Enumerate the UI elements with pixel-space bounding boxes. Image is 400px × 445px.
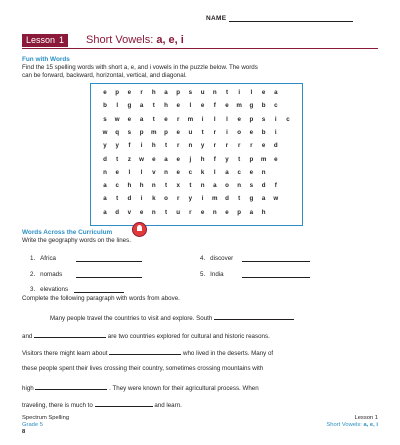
puzzle-letter[interactable]: e (176, 155, 180, 163)
puzzle-letter[interactable]: y (200, 142, 205, 150)
puzzle-letter[interactable]: e (249, 168, 254, 176)
puzzle-letter[interactable]: c (237, 168, 241, 176)
geo-word-4 (200, 254, 310, 262)
story-text: . They were known for their agricultural process. When (109, 385, 259, 392)
puzzle-letter[interactable]: a (164, 155, 168, 163)
puzzle-letter[interactable]: a (274, 89, 278, 96)
story-text: Visitors there might learn about (22, 350, 108, 357)
curriculum-heading: Words Across the Curriculum (22, 229, 113, 236)
puzzle-letter[interactable]: q (115, 128, 120, 136)
story-text: are two countries explored for cultural and historic reasons. (107, 333, 270, 340)
puzzle-letter[interactable]: b (103, 102, 107, 110)
fun-with-words-heading: Fun with Words (22, 56, 70, 63)
geo-word-number: 2. (30, 271, 36, 278)
puzzle-letter[interactable]: s (249, 182, 254, 190)
lesson-title (86, 33, 184, 47)
puzzle-letter[interactable]: j (189, 155, 192, 163)
puzzle-letter[interactable]: h (139, 182, 144, 190)
geo-word: Africa (40, 255, 56, 262)
puzzle-letter[interactable]: l (226, 115, 228, 123)
puzzle-letter[interactable]: m (260, 155, 267, 163)
lesson-title-vowels: a, e, i (156, 34, 184, 46)
story-blank[interactable] (214, 313, 294, 320)
puzzle-letter[interactable]: h (151, 89, 156, 96)
puzzle-letter[interactable]: n (151, 182, 156, 190)
instruction-line-1: Find the 15 spelling words with short a, e, and i vowels in the puzzle below. The words (22, 64, 258, 71)
puzzle-letter[interactable]: l (128, 168, 131, 176)
puzzle-letter[interactable]: e (274, 155, 278, 163)
puzzle-letter[interactable]: i (274, 115, 277, 123)
puzzle-letter[interactable]: r (213, 128, 216, 136)
footer-topic-text: Short Vowels: (326, 422, 362, 428)
story-text: Many people travel the countries to visit and explore. South (50, 315, 213, 322)
puzzle-letter[interactable]: i (201, 115, 204, 123)
puzzle-letter[interactable]: n (164, 168, 168, 176)
lesson-title-text: Short Vowels: (86, 34, 154, 46)
puzzle-letter[interactable]: r (237, 142, 241, 150)
puzzle-letter[interactable]: k (152, 195, 156, 203)
puzzle-letter[interactable]: t (201, 128, 204, 136)
puzzle-letter[interactable]: n (200, 182, 205, 190)
puzzle-letter[interactable]: i (238, 89, 241, 96)
puzzle-letter[interactable]: a (249, 208, 254, 216)
puzzle-letter[interactable]: t (164, 208, 168, 216)
puzzle-letter[interactable]: g (127, 102, 132, 110)
geo-word-answer-line[interactable] (76, 270, 142, 278)
puzzle-letter[interactable]: e (200, 102, 205, 110)
puzzle-letter[interactable]: i (201, 195, 204, 203)
geo-word: nomads (40, 271, 63, 278)
puzzle-letter[interactable]: m (212, 195, 218, 203)
puzzle-letter[interactable]: s (103, 115, 107, 123)
puzzle-letter[interactable]: v (152, 168, 156, 176)
name-blank-line[interactable] (229, 14, 353, 22)
puzzle-letter[interactable]: c (286, 115, 290, 123)
geo-word-1 (30, 254, 142, 262)
puzzle-letter[interactable]: e (225, 208, 229, 216)
puzzle-letter[interactable]: u (188, 128, 193, 136)
page-number: 8 (22, 429, 26, 435)
puzzle-letter[interactable]: m (236, 102, 242, 110)
story-line-3 (22, 348, 273, 358)
puzzle-letter[interactable]: w (102, 128, 108, 136)
story-line-2 (22, 331, 270, 341)
puzzle-letter[interactable]: d (261, 182, 266, 190)
puzzle-letter[interactable]: s (127, 128, 132, 136)
puzzle-letter[interactable]: e (225, 102, 229, 110)
puzzle-letter[interactable]: t (189, 182, 192, 190)
puzzle-letter[interactable]: c (188, 168, 193, 176)
puzzle-letter[interactable]: r (176, 195, 180, 203)
story-blank[interactable] (34, 331, 106, 338)
puzzle-letter[interactable]: u (200, 89, 205, 96)
word-search-puzzle (90, 83, 303, 226)
puzzle-letter[interactable]: y (115, 142, 119, 150)
geo-word-number: 1. (30, 255, 36, 262)
curriculum-instruction: Write the geography words on the lines. (22, 237, 131, 244)
puzzle-letter[interactable]: g (249, 195, 254, 203)
puzzle-letter[interactable]: i (226, 128, 228, 136)
geo-word-answer-line[interactable] (242, 254, 310, 262)
puzzle-letter[interactable]: a (213, 182, 217, 190)
name-field (206, 14, 353, 22)
puzzle-letter[interactable]: p (139, 128, 144, 136)
geo-word-answer-line[interactable] (74, 285, 124, 293)
puzzle-letter[interactable]: n (212, 89, 217, 96)
puzzle-letter[interactable]: t (152, 102, 155, 110)
geo-word-number: 4. (200, 255, 206, 262)
lesson-number: 1 (59, 35, 65, 45)
puzzle-letter[interactable]: r (176, 115, 180, 123)
puzzle-letter[interactable]: p (164, 128, 168, 136)
footer-right (326, 415, 378, 429)
puzzle-letter[interactable]: h (164, 102, 168, 110)
puzzle-letter[interactable]: h (261, 208, 266, 216)
puzzle-letter[interactable]: e (127, 115, 132, 123)
puzzle-letter[interactable]: c (115, 182, 119, 190)
geo-word: discover (210, 255, 234, 262)
puzzle-letter[interactable]: y (225, 155, 229, 163)
puzzle-letter[interactable]: a (225, 168, 229, 176)
story-text: high (22, 385, 34, 392)
puzzle-letter[interactable]: e (152, 155, 156, 163)
puzzle-letter[interactable]: r (189, 208, 192, 216)
puzzle-letter[interactable]: r (250, 142, 253, 150)
puzzle-letter[interactable]: e (139, 208, 144, 216)
geography-icon (132, 222, 147, 237)
puzzle-letter[interactable]: z (127, 155, 131, 163)
puzzle-letter[interactable]: e (127, 89, 132, 96)
story-line-5 (22, 383, 259, 393)
puzzle-letter[interactable]: l (250, 89, 253, 96)
puzzle-letter[interactable]: a (103, 208, 107, 216)
puzzle-letter[interactable]: l (116, 102, 119, 110)
puzzle-letter[interactable]: d (115, 208, 120, 216)
name-label: NAME (206, 15, 227, 22)
puzzle-letter[interactable]: x (176, 182, 180, 190)
puzzle-letter[interactable]: a (261, 195, 266, 203)
puzzle-letter[interactable]: i (140, 195, 143, 203)
fun-with-words-instructions (22, 64, 382, 81)
puzzle-letter[interactable]: w (114, 115, 120, 123)
puzzle-letter[interactable]: t (116, 155, 119, 163)
puzzle-letter[interactable]: a (103, 182, 107, 190)
puzzle-letter[interactable]: o (164, 195, 168, 203)
footer-book-title: Spectrum Spelling (22, 415, 70, 421)
puzzle-letter[interactable]: a (164, 89, 168, 96)
puzzle-letter[interactable]: l (140, 168, 143, 176)
puzzle-letter[interactable]: t (225, 89, 229, 96)
puzzle-letter[interactable]: b (261, 128, 266, 136)
puzzle-letter[interactable]: e (115, 168, 119, 176)
puzzle-letter[interactable]: e (176, 102, 180, 110)
story-text: and learn. (154, 402, 182, 409)
puzzle-letter[interactable]: n (261, 168, 266, 176)
geo-word-5 (200, 270, 310, 278)
puzzle-letter[interactable]: y (188, 195, 193, 203)
geo-word-answer-line[interactable] (242, 270, 310, 278)
story-line-1 (50, 313, 294, 323)
puzzle-letter[interactable]: t (164, 142, 168, 150)
puzzle-letter[interactable]: m (151, 128, 157, 136)
puzzle-letter[interactable]: e (261, 89, 266, 96)
footer-topic (326, 422, 378, 429)
puzzle-letter[interactable]: l (213, 168, 216, 176)
puzzle-letter[interactable]: t (152, 115, 155, 123)
story-text: who lived in the deserts. Many of (183, 350, 274, 357)
puzzle-letter[interactable]: r (140, 89, 143, 96)
puzzle-letter[interactable]: v (127, 208, 132, 216)
puzzle-letter[interactable]: n (212, 208, 217, 216)
puzzle-letter[interactable]: w (273, 195, 279, 203)
puzzle-letter[interactable]: o (225, 182, 229, 190)
puzzle-letter[interactable]: k (200, 168, 205, 176)
puzzle-letter[interactable]: r (176, 142, 180, 150)
geo-word: India (210, 271, 224, 278)
puzzle-letter[interactable]: t (238, 155, 241, 163)
puzzle-letter[interactable]: y (103, 142, 107, 150)
puzzle-letter[interactable]: e (237, 115, 241, 123)
puzzle-letter[interactable]: l (189, 102, 192, 110)
puzzle-letter[interactable]: f (213, 102, 216, 110)
puzzle-letter[interactable]: n (151, 208, 156, 216)
story-blank[interactable] (109, 348, 181, 355)
puzzle-letter[interactable]: t (164, 182, 168, 190)
puzzle-letter[interactable]: g (249, 102, 254, 110)
puzzle-letter[interactable]: n (188, 142, 193, 150)
puzzle-letter[interactable]: r (213, 142, 216, 150)
puzzle-letter[interactable]: i (274, 128, 277, 136)
puzzle-letter[interactable]: e (261, 142, 266, 150)
puzzle-letter[interactable]: h (127, 182, 132, 190)
puzzle-letter[interactable]: p (237, 208, 242, 216)
puzzle-letter[interactable]: e (176, 168, 180, 176)
puzzle-letter[interactable]: i (140, 142, 143, 150)
puzzle-letter[interactable]: n (237, 182, 242, 190)
puzzle-letter[interactable]: a (139, 102, 144, 110)
puzzle-letter[interactable]: f (213, 155, 216, 163)
geo-word-answer-line[interactable] (76, 254, 142, 262)
puzzle-letter[interactable]: t (238, 195, 241, 203)
puzzle-letter[interactable]: p (249, 155, 254, 163)
story-text: and (22, 333, 33, 340)
story-line-6 (22, 400, 182, 410)
footer-left (22, 415, 69, 436)
puzzle-letter[interactable]: u (176, 208, 181, 216)
footer-lesson: Lesson 1 (354, 415, 378, 421)
geo-word-2 (30, 270, 142, 278)
puzzle-letter[interactable]: w (139, 155, 144, 163)
story-line-4: these people spent their lives crossing their country, sometimes crossing mountains with (22, 365, 264, 372)
puzzle-letter[interactable]: a (103, 195, 107, 203)
puzzle-letter[interactable]: p (115, 89, 120, 96)
instruction-line-2: can be forward, backward, horizontal, vertical, and diagonal. (22, 72, 187, 80)
puzzle-letter[interactable]: p (249, 115, 254, 123)
puzzle-letter[interactable]: e (176, 128, 180, 136)
puzzle-letter[interactable]: b (261, 102, 266, 110)
puzzle-letter[interactable]: o (237, 128, 242, 136)
puzzle-letter[interactable]: e (200, 208, 205, 216)
puzzle-letter[interactable]: d (103, 155, 107, 163)
puzzle-letter[interactable]: e (164, 115, 168, 123)
puzzle-letter[interactable]: f (274, 182, 277, 190)
lesson-badge (22, 34, 68, 47)
lesson-label: Lesson (26, 35, 56, 45)
puzzle-letter[interactable]: l (213, 115, 216, 123)
footer-grade: Grade 5 (22, 422, 43, 428)
puzzle-letter[interactable]: h (151, 142, 156, 150)
puzzle-letter[interactable]: h (200, 155, 205, 163)
geo-word-3 (30, 285, 124, 293)
puzzle-letter[interactable]: e (103, 89, 107, 96)
puzzle-letter[interactable]: c (274, 102, 278, 110)
puzzle-letter[interactable]: d (127, 195, 132, 203)
geo-word-number: 5. (200, 271, 206, 278)
puzzle-letter[interactable]: d (225, 195, 229, 203)
lesson-title-bar (22, 34, 378, 49)
puzzle-letter[interactable]: r (225, 142, 229, 150)
story-blank[interactable] (95, 400, 153, 407)
puzzle-letter[interactable]: a (139, 115, 144, 123)
puzzle-letter[interactable]: e (249, 128, 254, 136)
footer-topic-vowels: a, e, i (363, 422, 378, 428)
puzzle-letter[interactable]: n (103, 168, 107, 176)
puzzle-letter[interactable]: p (176, 89, 181, 96)
puzzle-letter[interactable]: d (273, 142, 278, 150)
puzzle-letter[interactable]: f (128, 142, 131, 150)
geo-word: elevations (40, 286, 69, 293)
complete-paragraph-instruction: Complete the following paragraph with words from above. (22, 295, 180, 302)
puzzle-letter[interactable]: s (261, 115, 266, 123)
geo-word-number: 3. (30, 286, 36, 293)
story-blank[interactable] (35, 383, 107, 390)
puzzle-letter[interactable]: m (187, 115, 194, 123)
story-text: traveling, there is much to (22, 402, 93, 409)
puzzle-letter[interactable]: t (116, 195, 119, 203)
puzzle-letter[interactable]: s (188, 89, 193, 96)
